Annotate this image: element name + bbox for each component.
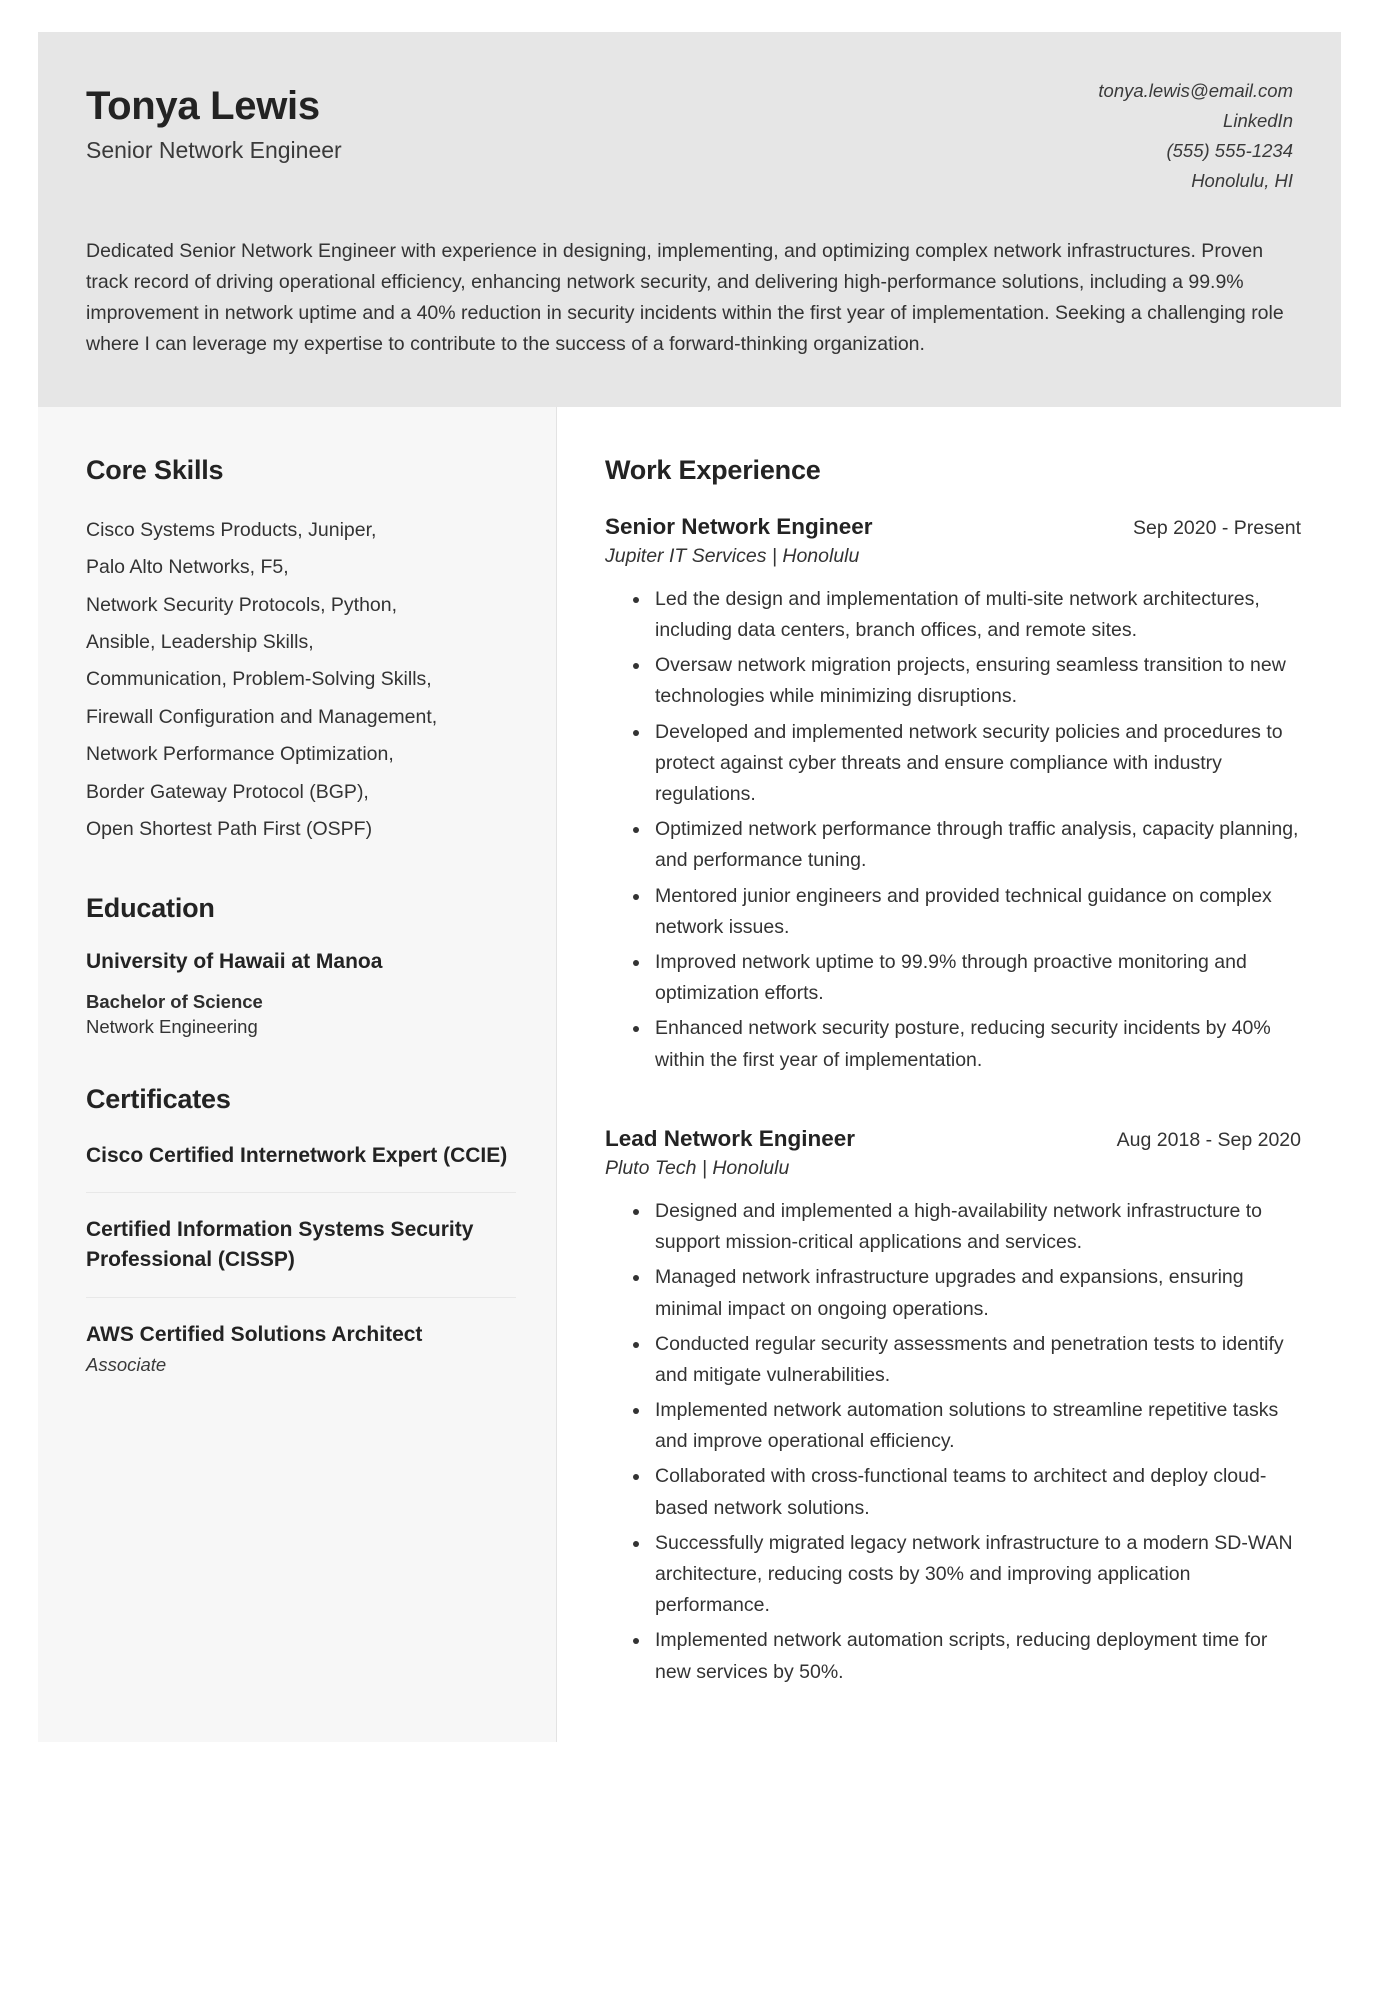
job-bullet: Improved network uptime to 99.9% through proactive monitoring and optimization efforts. [633, 947, 1301, 1009]
certificates-list [86, 1141, 516, 1398]
education-entry [86, 950, 516, 1040]
sidebar-column [38, 407, 557, 1742]
certificate-level: Associate [86, 1353, 167, 1375]
skill-line: Network Performance Optimization, [86, 743, 394, 766]
certificate-item [86, 1320, 516, 1398]
job-company: Jupiter IT Services | Honolulu [605, 544, 860, 567]
skill-line: Communication, Problem-Solving Skills, [86, 668, 432, 691]
certificate-name: Certified Information Systems Security Professional (CISSP) [86, 1218, 474, 1272]
skill-line: Palo Alto Networks, F5, [86, 556, 289, 579]
contact-phone[interactable]: (555) 555-1234 [1166, 139, 1293, 161]
resume-body [38, 407, 1341, 1742]
job-bullets [605, 1196, 1301, 1688]
certificate-item [86, 1215, 516, 1298]
skill-line: Firewall Configuration and Management, [86, 705, 438, 728]
job-bullet: Managed network infrastructure upgrades and expansions, ensuring minimal impact on ongoing operations. [633, 1262, 1301, 1324]
certificates-heading: Certificates [86, 1083, 231, 1114]
job-bullet: Optimized network performance through traffic analysis, capacity planning, and performance tuning. [633, 814, 1301, 876]
skill-line: Open Shortest Path First (OSPF) [86, 818, 373, 841]
work-experience-heading: Work Experience [605, 454, 821, 485]
core-skills-heading: Core Skills [86, 454, 224, 485]
experience-column [557, 407, 1341, 1742]
job-spacer [605, 1090, 1301, 1124]
job-bullets [605, 584, 1301, 1076]
education-heading: Education [86, 892, 215, 923]
job-bullet: Developed and implemented network security policies and procedures to protect against cyber threats and ensure compliance with industry regulations. [633, 717, 1301, 811]
job-header [605, 1124, 1301, 1153]
certificate-item [86, 1141, 516, 1194]
job-bullet: Oversaw network migration projects, ensuring seamless transition to new technologies while minimizing disruptions. [633, 650, 1301, 712]
header-identity [86, 70, 342, 165]
skill-line: Border Gateway Protocol (BGP), [86, 780, 369, 803]
professional-summary: Dedicated Senior Network Engineer with experience in designing, implementing, and optimizing complex network infrastructures. Proven track record of driving operational efficiency, enhancing network security, and delivering high-performance solutions, including a 99.9% improvement in network uptime and a 40% reduction in security incidents within the first year of implementation. Seeking a challenging role where I can leverage my expertise to contribute to the success of a forward-thinking organization. [86, 239, 1284, 356]
resume-header [38, 32, 1341, 236]
education-school: University of Hawaii at Manoa [86, 949, 383, 973]
contact-location: Honolulu, HI [1191, 169, 1293, 191]
job-entry [605, 1124, 1301, 1688]
job-bullet: Designed and implemented a high-availability network infrastructure to support mission-critical applications and services. [633, 1196, 1301, 1258]
job-bullet: Conducted regular security assessments and penetration tests to identify and mitigate vulnerabilities. [633, 1329, 1301, 1391]
job-bullet: Implemented network automation scripts, reducing deployment time for new services by 50%. [633, 1625, 1301, 1687]
job-role: Lead Network Engineer [605, 1125, 856, 1151]
job-entry [605, 512, 1301, 1076]
contact-linkedin[interactable]: LinkedIn [1223, 109, 1293, 131]
job-company: Pluto Tech | Honolulu [605, 1156, 790, 1179]
core-skills-list [86, 512, 516, 849]
job-dates: Aug 2018 - Sep 2020 [1116, 1128, 1301, 1151]
job-dates: Sep 2020 - Present [1132, 516, 1301, 539]
candidate-name: Tonya Lewis [86, 84, 320, 128]
education-degree: Bachelor of Science [86, 990, 263, 1012]
job-header [605, 512, 1301, 541]
certificate-name: AWS Certified Solutions Architect [86, 1322, 423, 1346]
job-bullet: Led the design and implementation of multi-site network architectures, including data centers, branch offices, and remote sites. [633, 584, 1301, 646]
job-bullet: Mentored junior engineers and provided technical guidance on complex network issues. [633, 881, 1301, 943]
skill-line: Cisco Systems Products, Juniper, [86, 518, 377, 541]
job-bullet: Implemented network automation solutions to streamline repetitive tasks and improve operational efficiency. [633, 1395, 1301, 1457]
resume-page [38, 32, 1341, 1742]
job-bullet: Enhanced network security posture, reducing security incidents by 40% within the first year of implementation. [633, 1013, 1301, 1075]
candidate-title: Senior Network Engineer [86, 137, 342, 163]
contact-email[interactable]: tonya.lewis@email.com [1098, 80, 1293, 101]
contact-block [1098, 70, 1293, 196]
summary-section [38, 236, 1341, 407]
certificate-name: Cisco Certified Internetwork Expert (CCIE) [86, 1143, 508, 1167]
skill-line: Network Security Protocols, Python, [86, 593, 398, 616]
skill-line: Ansible, Leadership Skills, [86, 630, 314, 653]
job-bullet: Collaborated with cross-functional teams to architect and deploy cloud-based network solutions. [633, 1461, 1301, 1523]
job-role: Senior Network Engineer [605, 513, 873, 539]
job-bullet: Successfully migrated legacy network infrastructure to a modern SD-WAN architecture, reducing costs by 30% and improving application performance. [633, 1528, 1301, 1622]
education-field: Network Engineering [86, 1015, 258, 1037]
